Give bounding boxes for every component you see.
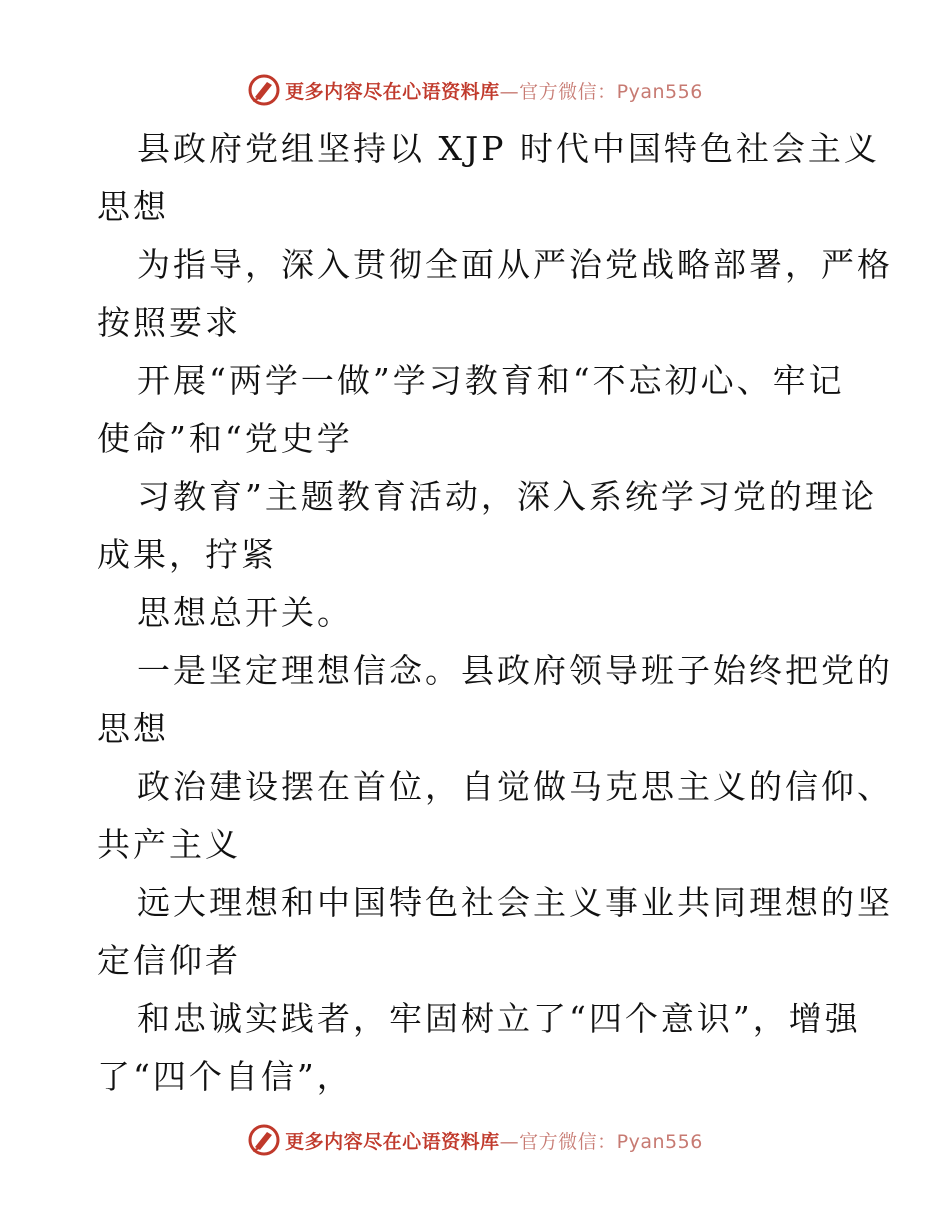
text-line: 成果，拧紧 — [97, 535, 277, 574]
text-line: 思想总开关。 — [137, 593, 353, 632]
text-line: 按照要求 — [97, 303, 241, 342]
text-line: 了“四个自信”， — [97, 1057, 353, 1096]
banner-separator: — — [499, 80, 520, 103]
logo-icon — [247, 1123, 281, 1157]
banner-separator: — — [499, 1130, 520, 1153]
text-line: 远大理想和中国特色社会主义事业共同理想的坚 — [137, 883, 893, 922]
text-line: 为指导，深入贯彻全面从严治党战略部署，严格 — [137, 245, 893, 284]
logo-icon — [247, 73, 281, 107]
text-line: 县政府党组坚持以 XJP 时代中国特色社会主义 — [137, 129, 880, 168]
text-line: 使命”和“党史学 — [97, 419, 353, 458]
banner-tail-text: 官方微信：Pyan556 — [519, 1130, 703, 1153]
banner-tail-text: 官方微信：Pyan556 — [519, 80, 703, 103]
banner-text — [285, 1127, 703, 1154]
banner-text — [285, 77, 703, 104]
banner-main-text: 更多内容尽在心语资料库 — [285, 80, 500, 103]
text-line: 一是坚定理想信念。县政府领导班子始终把党的 — [137, 651, 893, 690]
text-line: 思想 — [97, 187, 169, 226]
text-line: 共产主义 — [97, 825, 241, 864]
text-line: 和忠诚实践者，牢固树立了“四个意识”，增强 — [137, 999, 861, 1038]
text-line: 习教育”主题教育活动，深入系统学习党的理论 — [137, 477, 877, 516]
document-body — [97, 120, 893, 1106]
text-line: 开展“两学一做”学习教育和“不忘初心、牢记 — [137, 361, 845, 400]
banner-main-text: 更多内容尽在心语资料库 — [285, 1130, 500, 1153]
header-watermark-banner — [0, 70, 950, 110]
footer-watermark-banner — [0, 1120, 950, 1160]
text-line: 定信仰者 — [97, 941, 241, 980]
text-line: 思想 — [97, 709, 169, 748]
text-line: 政治建设摆在首位，自觉做马克思主义的信仰、 — [137, 767, 893, 806]
